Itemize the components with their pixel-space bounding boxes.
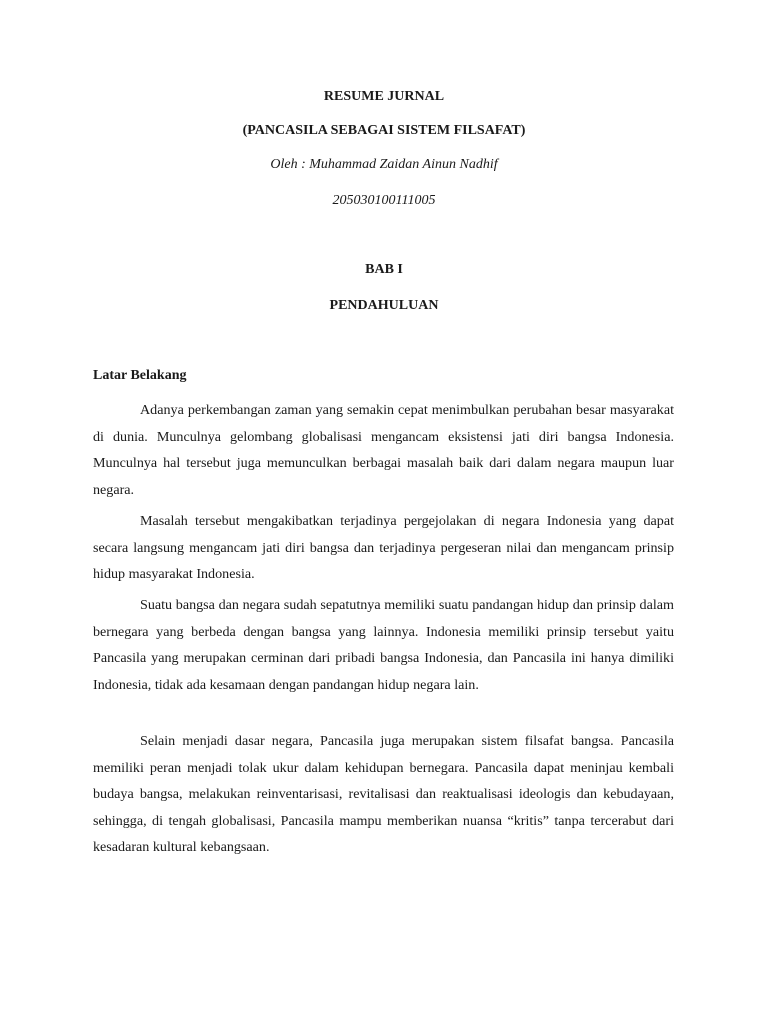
paragraph-2: Masalah tersebut mengakibatkan terjadinya pergejolakan di negara Indonesia yang dapat secara langsung mengancam jati diri bangsa dan terjadinya pergeseran nilai dan mengancam prinsip hidup masyarakat Indonesia.	[93, 513, 674, 582]
paragraph-3: Suatu bangsa dan negara sudah sepatutnya memiliki suatu pandangan hidup dan prinsip dalam bernegara yang berbeda dengan bangsa yang lainnya. Indonesia memiliki prinsip tersebut yaitu Pancasila yang merupakan cerminan dari pribadi bangsa Indonesia, dan Pancasila ini hanya dimiliki Indonesia, tidak ada kesamaan dengan pandangan hidup negara lain.	[93, 597, 674, 693]
chapter-title: PENDAHULUAN	[329, 298, 439, 313]
document-subtitle: (PANCASILA SEBAGAI SISTEM FILSAFAT)	[242, 123, 526, 138]
paragraph-1: Adanya perkembangan zaman yang semakin cepat menimbulkan perubahan besar masyarakat di dunia. Munculnya gelombang globalisasi mengancam eksistensi jati diri bangsa Indonesia. Munculnya hal tersebut juga memunculkan berbagai masalah baik dari dalam negara maupun luar negara.	[93, 402, 674, 498]
paragraph-4: Selain menjadi dasar negara, Pancasila juga merupakan sistem filsafat bangsa. Pancasila memiliki peran menjadi tolak ukur dalam kehidupan bernegara. Pancasila dapat meninjau kembali budaya bangsa, melakukan reinventarisasi, revitalisasi dan reaktualisasi ideologis dan kebudayaan, sehingga, di tengah globalisasi, Pancasila mampu memberikan nuansa “kritis” tanpa tercerabut dari kesadaran kultural kebangsaan.	[93, 733, 674, 855]
student-id: 205030100111005	[332, 193, 436, 208]
document-title: RESUME JURNAL	[323, 89, 445, 104]
section-heading: Latar Belakang	[93, 368, 187, 383]
author-line: Oleh : Muhammad Zaidan Ainun Nadhif	[270, 157, 498, 172]
chapter-number: BAB I	[365, 262, 403, 277]
